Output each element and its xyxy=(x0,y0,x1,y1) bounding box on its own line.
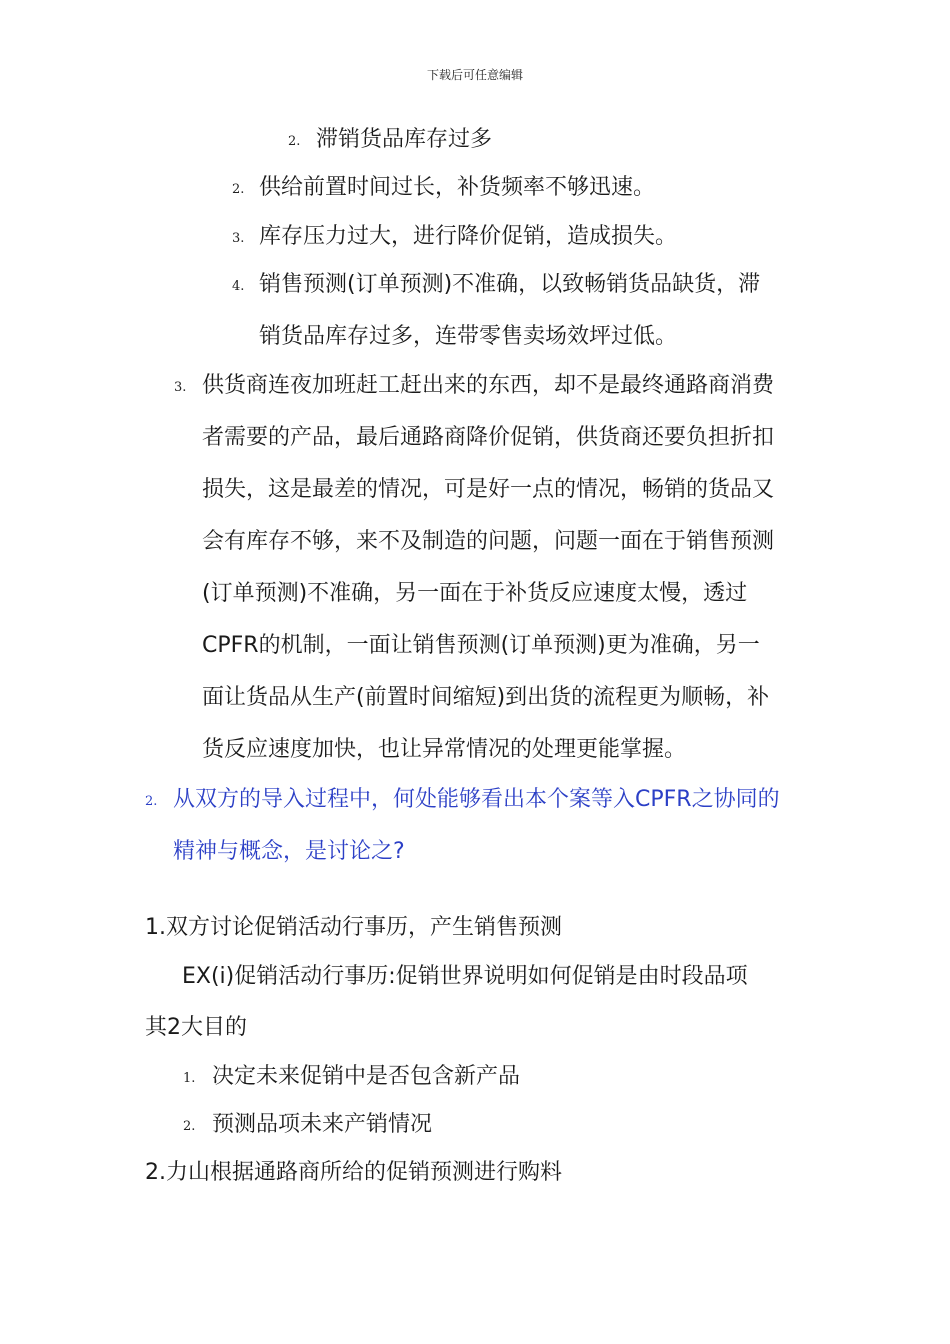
paragraph-line: 面让货品从生产(前置时间缩短)到出货的流程更为顺畅，补 xyxy=(202,685,770,710)
answer-example: EX(i)促销活动行事历:促销世界说明如何促销是由时段品项 xyxy=(182,964,748,989)
purpose-item: 预测品项未来产销情况 xyxy=(212,1112,433,1137)
list-number: 4. xyxy=(232,279,245,294)
list-number: 2. xyxy=(183,1119,196,1134)
paragraph-line: 货反应速度加快，也让异常情况的处理更能掌握。 xyxy=(202,737,687,762)
paragraph-line: (订单预测)不准确，另一面在于补货反应速度太慢，透过 xyxy=(202,581,748,606)
paragraph-line: 损失，这是最差的情况，可是好一点的情况，畅销的货品又 xyxy=(202,477,775,502)
list-number: 3. xyxy=(174,380,187,395)
list-item-text: 销售预测(订单预测)不准确，以致畅销货品缺货，滞 xyxy=(259,272,761,297)
list-item-text: 滞销货品库存过多 xyxy=(316,127,493,152)
list-item-text: 库存压力过大，进行降价促销，造成损失。 xyxy=(259,224,678,249)
list-number: 3. xyxy=(232,231,245,246)
list-item-text: 销货品库存过多，连带零售卖场效坪过低。 xyxy=(259,324,678,349)
question-number: 2. xyxy=(145,794,158,809)
list-item-text: 供给前置时间过长，补货频率不够迅速。 xyxy=(259,175,656,200)
list-number: 1. xyxy=(183,1071,196,1086)
question-line: 从双方的导入过程中，何处能够看出本个案等入CPFR之协同的 xyxy=(173,787,780,812)
paragraph-line: 会有库存不够，来不及制造的问题，问题一面在于销售预测 xyxy=(202,529,775,554)
answer-point-1: 1.双方讨论促销活动行事历，产生销售预测 xyxy=(145,915,562,940)
paragraph-line: 者需要的产品，最后通路商降价促销，供货商还要负担折扣 xyxy=(202,425,775,450)
page-header: 下载后可任意编辑 xyxy=(426,68,523,82)
paragraph-line: CPFR的机制，一面让销售预测(订单预测)更为准确，另一 xyxy=(202,633,760,658)
purpose-item: 决定未来促销中是否包含新产品 xyxy=(212,1064,521,1089)
paragraph-line: 供货商连夜加班赶工赶出来的东西，却不是最终通路商消费 xyxy=(202,373,775,398)
list-number: 2. xyxy=(288,134,301,149)
answer-purposes-heading: 其2大目的 xyxy=(145,1015,247,1040)
list-number: 2. xyxy=(232,182,245,197)
answer-point-2: 2.力山根据通路商所给的促销预测进行购料 xyxy=(145,1160,562,1185)
question-line: 精神与概念，是讨论之? xyxy=(173,839,405,864)
